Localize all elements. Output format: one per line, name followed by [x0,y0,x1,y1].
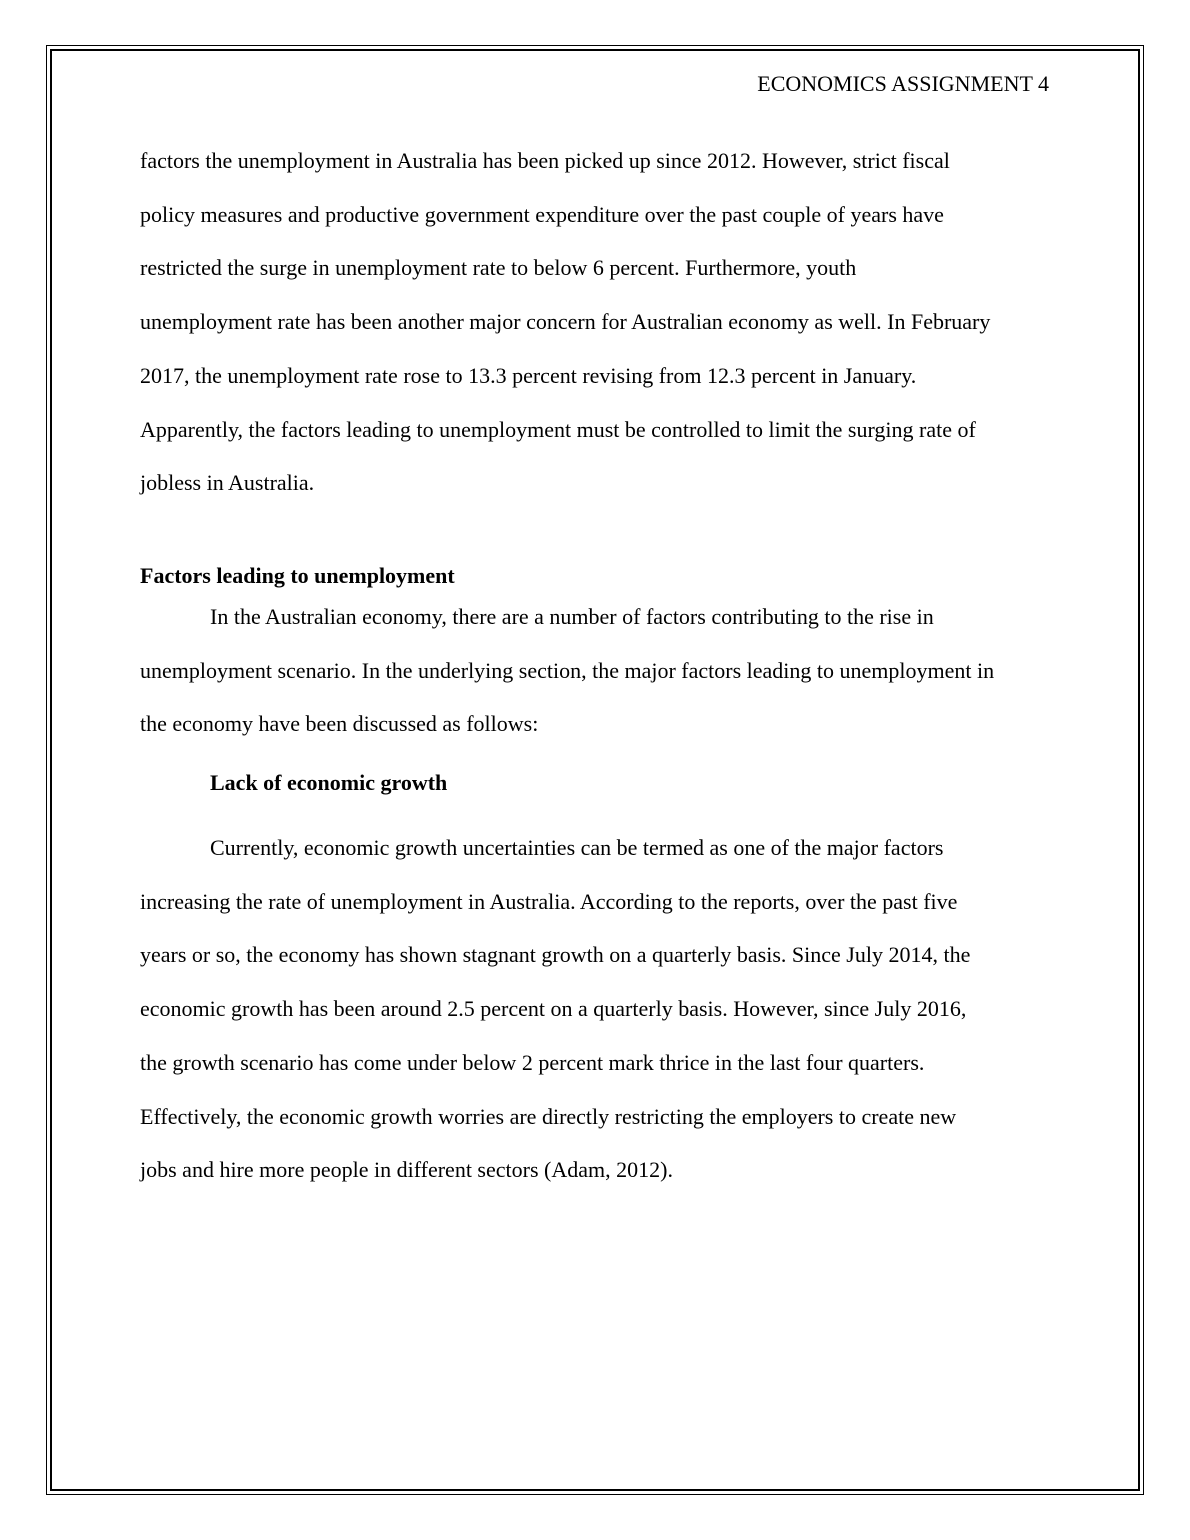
paragraph-line: factors the unemployment in Australia has been picked up since 2012. However, strict fiscal [140,148,950,173]
paragraph-line: economic growth has been around 2.5 percent on a quarterly basis. However, since July 2016, [140,996,967,1022]
subsection-heading-economic-growth: Lack of economic growth [210,770,448,796]
paragraph-line: jobless in Australia. [140,470,315,496]
paragraph-line: 2017, the unemployment rate rose to 13.3 percent revising from 12.3 percent in January. [140,362,917,388]
paragraph-line: restricted the surge in unemployment rate to below 6 percent. Furthermore, youth [140,255,857,281]
paragraph-line: years or so, the economy has shown stagnant growth on a quarterly basis. Since July 2014, the [140,942,971,968]
paragraph-continuation [140,134,1052,510]
paragraph-line: Effectively, the economic growth worries are directly restricting the employers to create new [140,1103,957,1129]
paragraph-economic-growth [140,821,1052,1197]
paragraph-line: In the Australian economy, there are a number of factors contributing to the rise in [210,603,934,629]
paragraph-line: unemployment rate has been another major concern for Australian economy as well. In February [140,309,991,335]
paragraph-line: policy measures and productive government expenditure over the past couple of years have [140,201,944,227]
paragraph-factors-intro [140,590,1052,751]
paragraph-line: unemployment scenario. In the underlying section, the major factors leading to unemployment in [140,657,995,683]
paragraph-line: Currently, economic growth uncertainties can be termed as one of the major factors [210,835,944,861]
paragraph-line: the growth scenario has come under below 2 percent mark thrice in the last four quarters. [140,1049,925,1075]
document-body [140,134,1052,1197]
running-head: ECONOMICS ASSIGNMENT 4 [757,71,1049,96]
paragraph-line: Apparently, the factors leading to unemployment must be controlled to limit the surging rate of [140,416,976,442]
paragraph-line: jobs and hire more people in different sectors (Adam, 2012). [140,1157,673,1183]
paragraph-line: the economy have been discussed as follows: [140,711,539,737]
paragraph-line: increasing the rate of unemployment in Australia. According to the reports, over the past five [140,888,958,914]
section-heading-factors: Factors leading to unemployment [140,562,455,588]
